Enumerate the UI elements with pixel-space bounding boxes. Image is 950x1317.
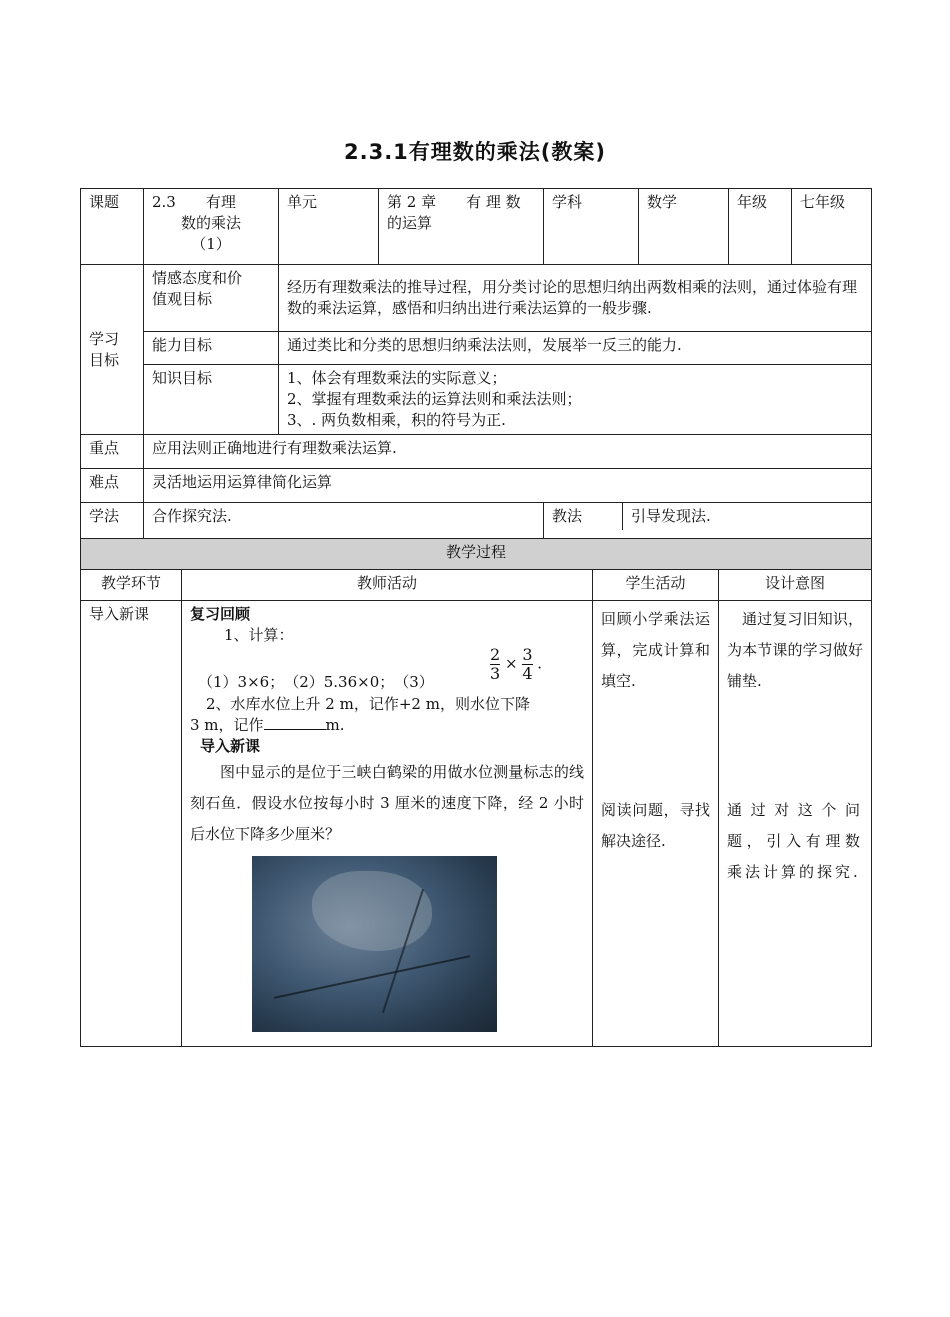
ability-label: 能力目标 bbox=[144, 332, 279, 365]
difficult-label: 难点 bbox=[81, 469, 144, 503]
teach-method-cell bbox=[544, 503, 872, 539]
nianji-label: 年级 bbox=[729, 189, 792, 265]
danyuan-value: 第 2 章 有 理 数 的运算 bbox=[379, 189, 544, 265]
goals-label: 学习 目标 bbox=[81, 265, 144, 435]
emotion-label: 情感态度和价 值观目标 bbox=[144, 265, 279, 332]
design-text-1: 通过复习旧知识，为本节课的学习做好铺垫. bbox=[727, 610, 864, 690]
answer-blank bbox=[264, 715, 326, 730]
ability-text: 通过类比和分类的思想归纳乘法法则，发展举一反三的能力. bbox=[279, 332, 872, 365]
knowledge-item: 3、. 两负数相乘，积的符号为正. bbox=[287, 411, 506, 429]
header-design: 设计意图 bbox=[719, 570, 872, 601]
page-title: 2.3.1有理数的乘法(教案) bbox=[344, 140, 606, 164]
student-activity bbox=[593, 601, 719, 1047]
teach-text: 引导发现法. bbox=[631, 507, 711, 525]
emotion-text: 经历有理数乘法的推导过程，用分类讨论的思想归纳出两数相乘的法则，通过体验有理数的乘法运算，感悟和归纳出进行乘法运算的一般步骤. bbox=[279, 265, 872, 332]
method-label: 学法 bbox=[81, 503, 144, 539]
knowledge-item: 2、掌握有理数乘法的运算法则和乘法法则； bbox=[287, 390, 582, 408]
key-label: 重点 bbox=[81, 435, 144, 469]
keti-label: 课题 bbox=[81, 189, 144, 265]
method-text: 合作探究法. bbox=[144, 503, 544, 539]
design-text-2: 通过对这个问题，引入有理数乘法计算的探究. bbox=[727, 801, 864, 881]
knowledge-label: 知识目标 bbox=[144, 365, 279, 435]
intro-text: 图中显示的是位于三峡白鹤梁的用做水位测量标志的线刻石鱼．假设水位按每小时 3 厘米的速度下降，经 2 小时后水位下降多少厘米？ bbox=[190, 763, 584, 843]
knowledge-list bbox=[279, 365, 872, 435]
process-table bbox=[80, 538, 872, 1047]
teacher-activity bbox=[182, 601, 593, 1047]
question-2: 2、水库水位上升 2 m，记作+2 m，则水位下降 bbox=[206, 695, 530, 713]
keti-value: 2.3 有理 数的乘法 （1） bbox=[144, 189, 279, 265]
fraction-expression: $\frac{2}{3}$ × $\frac{3}{4}$ . bbox=[490, 645, 543, 683]
key-text: 应用法则正确地进行有理数乘法运算. bbox=[144, 435, 872, 469]
stage-cell: 导入新课 bbox=[81, 601, 182, 1047]
xueke-label: 学科 bbox=[544, 189, 639, 265]
calc-label: 1、计算： bbox=[224, 626, 294, 644]
difficult-text: 灵活地运用运算律简化运算 bbox=[144, 469, 872, 503]
lesson-info-table bbox=[80, 188, 872, 539]
design-intent bbox=[719, 601, 872, 1047]
intro-heading: 导入新课 bbox=[200, 737, 261, 755]
danyuan-label: 单元 bbox=[279, 189, 379, 265]
question-2-cont: 3 m，记作 m. bbox=[190, 716, 345, 734]
xueke-value: 数学 bbox=[639, 189, 729, 265]
calc-items: （1）3×6； （2）5.36×0； （3） $\frac{2}{3}$ × $\frac{3}{4}$ . bbox=[198, 645, 543, 691]
header-student: 学生活动 bbox=[593, 570, 719, 601]
header-teacher: 教师活动 bbox=[182, 570, 593, 601]
student-text-1: 回顾小学乘法运算，完成计算和填空. bbox=[601, 610, 710, 690]
teach-label: 教法 bbox=[544, 503, 623, 530]
process-title: 教学过程 bbox=[81, 539, 872, 570]
header-stage: 教学环节 bbox=[81, 570, 182, 601]
nianji-value: 七年级 bbox=[792, 189, 872, 265]
student-text-2: 阅读问题，寻找解决途径. bbox=[601, 801, 710, 850]
knowledge-item: 1、体会有理数乘法的实际意义； bbox=[287, 369, 507, 387]
stone-fish-photo bbox=[252, 856, 497, 1032]
review-heading: 复习回顾 bbox=[190, 605, 251, 623]
